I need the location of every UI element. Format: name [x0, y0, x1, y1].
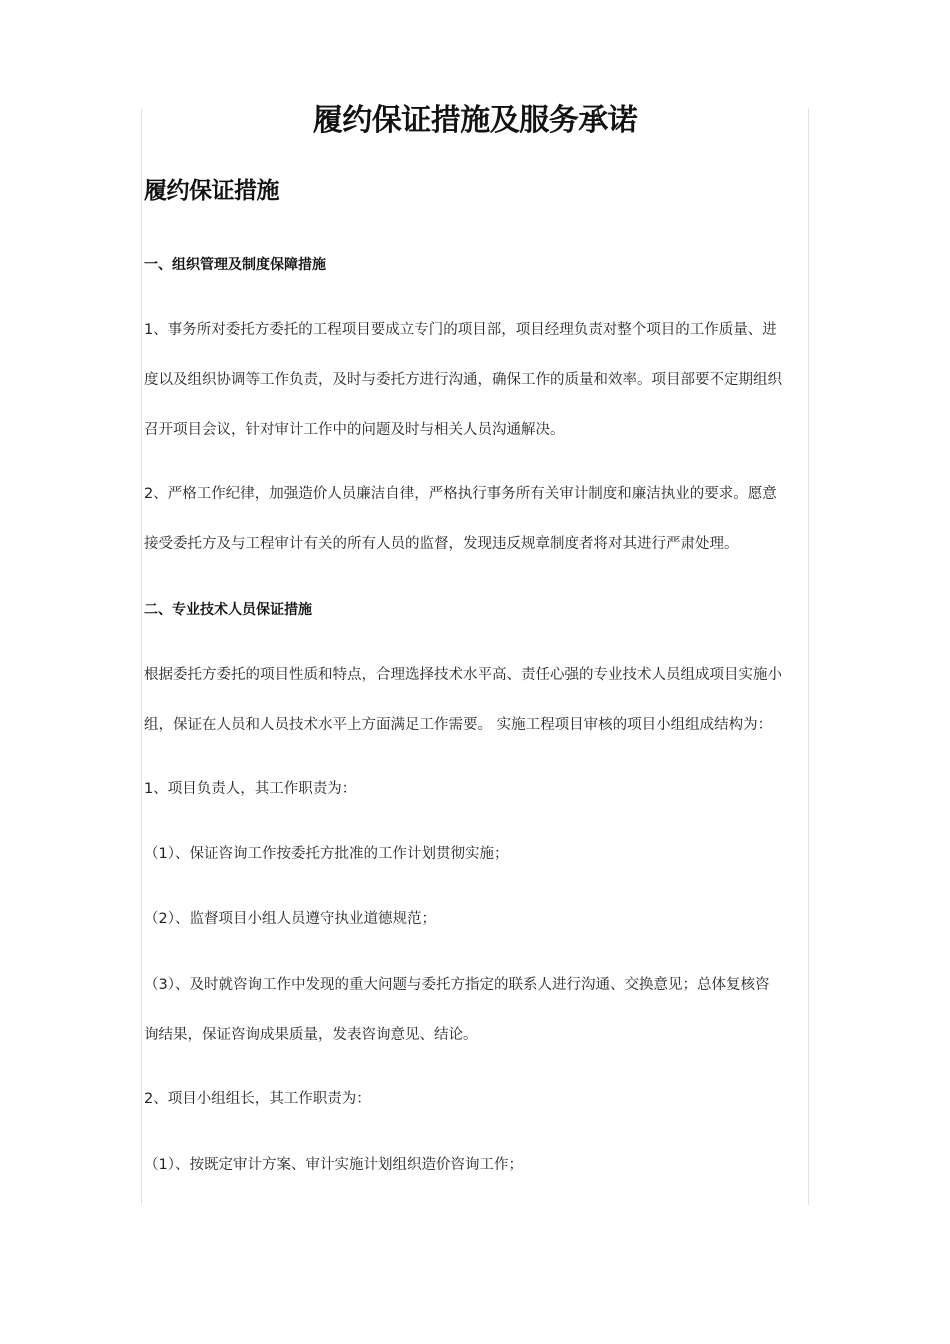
paragraph-line: （1）、保证咨询工作按委托方批准的工作计划贯彻实施；: [144, 846, 509, 862]
heading-organization-measures: 一、组织管理及制度保障措施: [144, 257, 326, 273]
paragraph-line: 根据委托方委托的项目性质和特点，合理选择技术水平高、责任心强的专业技术人员组成项目实施小: [144, 667, 782, 683]
paragraph-6: [144, 894, 812, 944]
paragraph-line: 2、项目小组组长，其工作职责为：: [144, 1091, 371, 1107]
paragraph-line: 询结果，保证咨询成果质量，发表咨询意见、结论。: [144, 1027, 478, 1043]
document-title: 履约保证措施及服务承诺: [312, 103, 638, 138]
paragraph-7: [144, 960, 812, 1060]
paragraph-line: （3）、及时就咨询工作中发现的重大问题与委托方指定的联系人进行沟通、交换意见；总体复核咨: [144, 977, 770, 993]
paragraph-line: 2、严格工作纪律，加强造价人员廉洁自律，严格执行事务所有关审计制度和廉洁执业的要求。愿意: [144, 486, 777, 502]
paragraph-line: 1、事务所对委托方委托的工程项目要成立专门的项目部，项目经理负责对整个项目的工作质量、进: [144, 322, 777, 338]
section-title: 履约保证措施: [144, 178, 279, 204]
paragraph-3: [144, 650, 812, 750]
paragraph-line: （2）、监督项目小组人员遵守执业道德规范；: [144, 911, 436, 927]
paragraph-line: 度以及组织协调等工作负责，及时与委托方进行沟通，确保工作的质量和效率。项目部要不定期组织: [144, 372, 782, 388]
paragraph-2: [144, 469, 812, 569]
paragraph-5: [144, 829, 812, 879]
paragraph-line: （1）、按既定审计方案、审计实施计划组织造价咨询工作；: [144, 1157, 523, 1173]
paragraph-4: [144, 764, 812, 814]
paragraph-line: 接受委托方及与工程审计有关的所有人员的监督，发现违反规章制度者将对其进行严肃处理。: [144, 536, 739, 552]
paragraph-line: 1、项目负责人，其工作职责为：: [144, 781, 357, 797]
paragraph-line: 组，保证在人员和人员技术水平上方面满足工作需要。 实施工程项目审核的项目小组组成结构为：: [144, 717, 773, 733]
paragraph-8: [144, 1074, 812, 1124]
page-border-left: [141, 108, 142, 1205]
paragraph-9: [144, 1140, 812, 1190]
heading-technical-staff-measures: 二、专业技术人员保证措施: [144, 602, 312, 618]
paragraph-1: [144, 305, 812, 455]
paragraph-line: 召开项目会议，针对审计工作中的问题及时与相关人员沟通解决。: [144, 422, 565, 438]
